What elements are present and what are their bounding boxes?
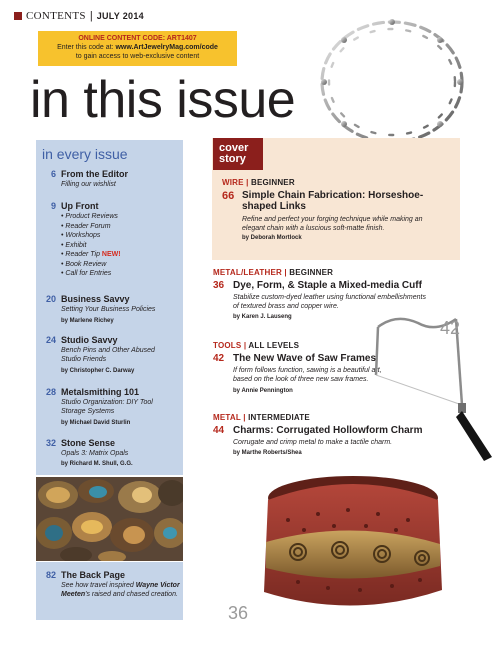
toc-entry-subtitle: Filling our wishlist: [61, 181, 116, 188]
toc-entry-subtitle: Setting Your Business Policies: [61, 306, 156, 313]
new-badge: NEW!: [101, 251, 121, 258]
matrix-opals-image: [36, 477, 183, 561]
feature-description: Corrugate and crimp metal to make a tactile charm.: [233, 439, 393, 446]
feature-title: Charms: Corrugated Hollowform Charm: [233, 425, 423, 436]
toc-entry-title: The Back Page: [61, 570, 126, 580]
skill-level: INTERMEDIATE: [248, 413, 310, 422]
list-item: • Exhibit: [61, 241, 87, 249]
cover-story-category: WIRE | BEGINNER: [222, 178, 295, 187]
skill-level: BEGINNER: [289, 268, 334, 277]
feature-byline: by Marthe Roberts/Shea: [233, 450, 302, 456]
toc-page-number: 9: [50, 201, 56, 211]
online-code-instructions: [38, 43, 237, 52]
cover-label-line: cover: [219, 142, 249, 154]
saw-image-page-number: 42: [440, 318, 461, 338]
feature-byline: by Karen J. Lauseng: [233, 314, 292, 320]
list-item-text: • Reader Tip: [61, 251, 100, 258]
subtitle-text: See how travel inspired: [61, 582, 136, 589]
online-code-line: ONLINE CONTENT CODE: ART1407: [78, 35, 197, 42]
toc-entry-byline: by Michael David Sturlin: [61, 420, 131, 426]
toc-entry-subtitle: Opals 3: Matrix Opals: [61, 450, 129, 457]
toc-entry-title: From the Editor: [61, 169, 128, 179]
artist-name: Wayne Victor Meeten: [61, 582, 180, 598]
list-item: • Book Review: [61, 260, 107, 268]
category-name: TOOLS: [213, 341, 242, 350]
online-code-box: [38, 31, 237, 66]
list-item: • Workshops: [61, 232, 101, 239]
toc-entry-subtitle: Studio Organization: DIY Tool Storage Systems: [61, 399, 153, 415]
feature-page-number: 44: [213, 425, 225, 436]
cover-story-label: [213, 138, 263, 170]
list-item: • Reader Forum: [61, 222, 111, 230]
category-name: WIRE: [222, 178, 244, 187]
category-name: METAL: [213, 413, 241, 422]
toc-entry-title: Studio Savvy: [61, 335, 118, 345]
subtitle-text: 's raised and chased creation.: [85, 591, 178, 598]
toc-entry-subtitle: [61, 581, 183, 599]
leather-cuff-image: [228, 470, 458, 638]
toc-page-number: 82: [45, 570, 56, 580]
feature-description: Stabilize custom-dyed leather using functional embellishments of textured brass and copper wire.: [233, 294, 426, 310]
skill-level: ALL LEVELS: [248, 341, 300, 350]
list-item: • Call for Entries: [61, 270, 112, 277]
toc-page-number: 32: [45, 438, 56, 448]
feature-page-number: 36: [213, 280, 225, 291]
page-title: in this issue: [30, 71, 296, 129]
online-code-prefix: Enter this code at:: [57, 44, 116, 51]
feature-description: Refine and perfect your forging technique while making an elegant chain with a luscious soft-matte finish.: [242, 216, 423, 232]
toc-entry-title: Metalsmithing 101: [61, 387, 140, 397]
section-label: CONTENTS: [26, 10, 86, 22]
online-code-url[interactable]: www.ArtJewelryMag.com/code: [115, 44, 218, 51]
toc-entry-title: Business Savvy: [61, 294, 130, 304]
feature-category: METAL | INTERMEDIATE: [213, 413, 310, 422]
issue-date: JULY 2014: [96, 11, 144, 21]
toc-entry-subtitle: Bench Pins and Other Abused Studio Friends: [61, 347, 155, 363]
feature-page-number: 42: [213, 353, 225, 364]
saw-frame-image: [366, 305, 496, 465]
toc-page-number: 28: [45, 387, 56, 397]
online-code-note: to gain access to web-exclusive content: [75, 53, 200, 60]
toc-entry-byline: by Marlene Richey: [61, 318, 114, 324]
page-header: [14, 9, 144, 23]
cuff-image-page-number: 36: [228, 603, 249, 623]
toc-entry-byline: by Christopher C. Darway: [61, 368, 135, 374]
header-square-icon: [14, 12, 22, 20]
feature-page-number: 66: [222, 190, 235, 202]
feature-title: Dye, Form, & Staple a Mixed-media Cuff: [233, 280, 422, 291]
category-name: METAL/LEATHER: [213, 268, 282, 277]
feature-category: METAL/LEATHER | BEGINNER: [213, 268, 334, 277]
toc-entry-byline: by Richard M. Shull, G.G.: [61, 461, 133, 467]
toc-page-number: 20: [45, 294, 56, 304]
up-front-list: [61, 212, 121, 279]
feature-title: The New Wave of Saw Frames: [233, 353, 377, 364]
feature-category: TOOLS | ALL LEVELS: [213, 341, 300, 350]
list-item: • Product Reviews: [61, 213, 118, 220]
header-divider: |: [89, 10, 93, 22]
toc-page-number: 24: [45, 335, 56, 345]
feature-title: Simple Chain Fabrication: Horseshoe-shaped Links: [242, 190, 424, 212]
every-issue-heading: in every issue: [42, 146, 128, 162]
feature-byline: by Deborah Mortlock: [242, 235, 302, 241]
feature-byline: by Annie Pennington: [233, 388, 293, 394]
toc-page-number: 6: [50, 169, 56, 179]
list-item: [61, 250, 121, 260]
feature-description: If form follows function, sawing is a beautiful art, based on the look of three new saw frames.: [233, 367, 382, 383]
toc-entry-title: Up Front: [61, 201, 99, 211]
toc-entry-title: Stone Sense: [61, 438, 116, 448]
skill-level: BEGINNER: [250, 178, 295, 187]
cover-label-line: story: [219, 153, 246, 165]
